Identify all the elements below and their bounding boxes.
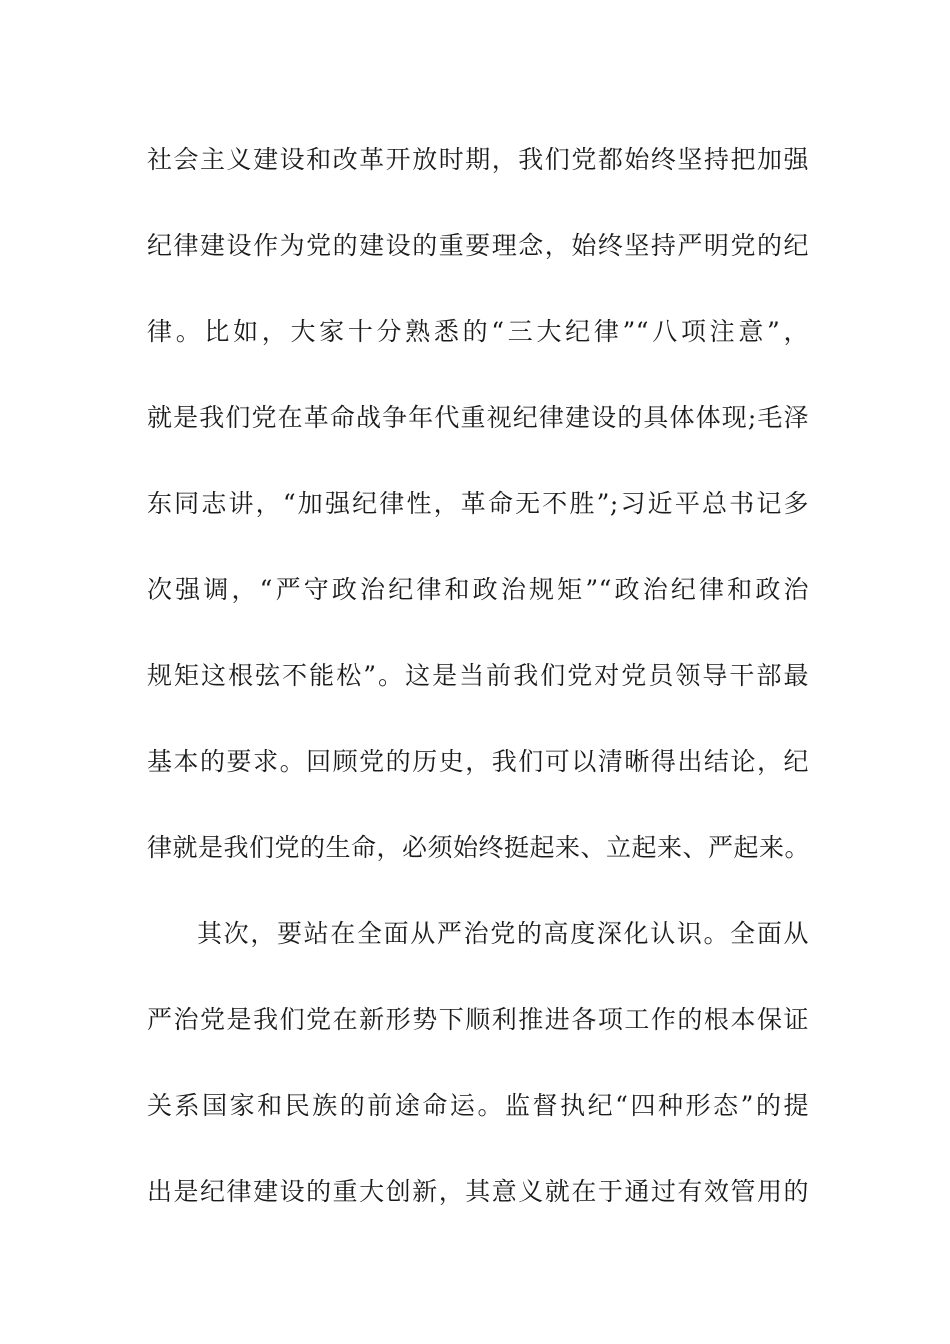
paragraph-start-line: 其次，要站在全面从严治党的高度深化认识。全面从 bbox=[197, 919, 809, 948]
text-line: 出是纪律建设的重大创新，其意义就在于通过有效管用的 bbox=[147, 1177, 809, 1206]
text-line: 东同志讲，“加强纪律性，革命无不胜”;习近平总书记多 bbox=[147, 489, 809, 518]
text-line: 纪律建设作为党的建设的重要理念，始终坚持严明党的纪 bbox=[147, 231, 809, 260]
text-line: 严治党是我们党在新形势下顺利推进各项工作的根本保证 bbox=[147, 1005, 809, 1034]
text-line: 社会主义建设和改革开放时期，我们党都始终坚持把加强 bbox=[147, 145, 809, 174]
text-line: 律。比如，大家十分熟悉的“三大纪律”“八项注意”， bbox=[147, 317, 809, 346]
text-line: 基本的要求。回顾党的历史，我们可以清晰得出结论，纪 bbox=[147, 747, 809, 776]
body-text bbox=[147, 137, 809, 1255]
paragraph-end-line: 律就是我们党的生命，必须始终挺起来、立起来、严起来。 bbox=[147, 833, 811, 862]
text-line: 就是我们党在革命战争年代重视纪律建设的具体体现;毛泽 bbox=[147, 403, 809, 432]
text-line: 次强调，“严守政治纪律和政治规矩”“政治纪律和政治 bbox=[147, 575, 809, 604]
text-line: 规矩这根弦不能松”。这是当前我们党对党员领导干部最 bbox=[147, 661, 809, 690]
text-line: 关系国家和民族的前途命运。监督执纪“四种形态”的提 bbox=[147, 1091, 809, 1120]
